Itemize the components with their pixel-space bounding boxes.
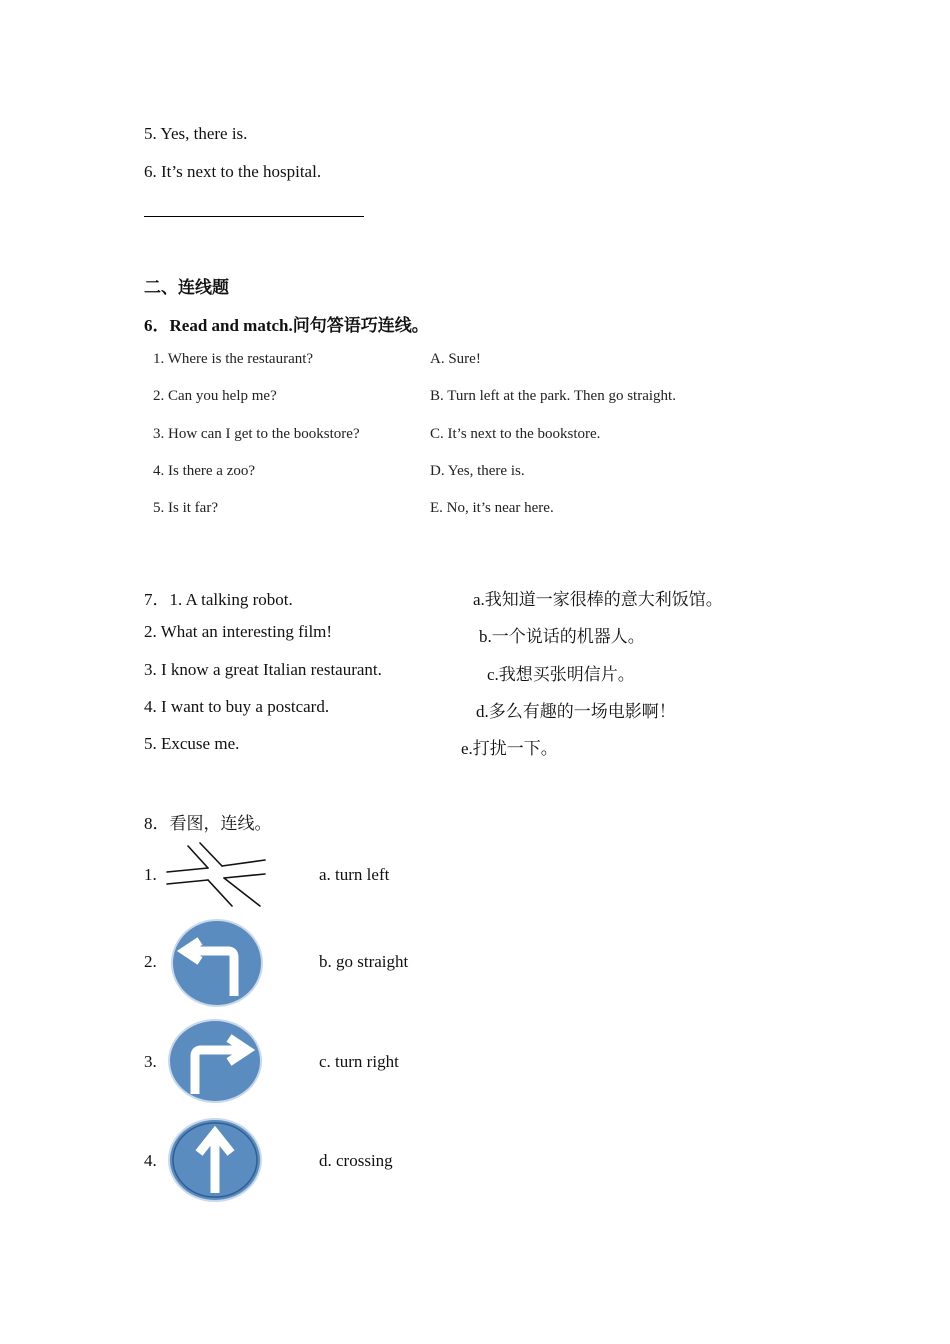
q7-right-e: e.打扰一下。 bbox=[461, 739, 558, 758]
q6-left-1: 1. Where is the restaurant? bbox=[153, 351, 314, 367]
q8-option-d: d. crossing bbox=[319, 1151, 393, 1170]
q7-left-2: 2. What an interesting film! bbox=[144, 622, 333, 641]
q7-left-4: 4. I want to buy a postcard. bbox=[144, 697, 330, 716]
q6-title bbox=[144, 311, 429, 336]
q7-left-5: 5. Excuse me. bbox=[144, 734, 240, 753]
q8-number-3: 3. bbox=[144, 1052, 157, 1071]
q6-left-3: 3. How can I get to the bookstore? bbox=[153, 426, 360, 442]
q7-right-a: a.我知道一家很棒的意大利饭馆。 bbox=[473, 590, 723, 609]
q8-option-b: b. go straight bbox=[319, 952, 409, 971]
answer-rule bbox=[144, 216, 364, 217]
q8-number-1: 1. bbox=[144, 865, 157, 884]
q6-right-c: C. It’s next to the bookstore. bbox=[430, 426, 601, 442]
q7-right-d: d.多么有趣的一场电影啊！ bbox=[476, 702, 676, 721]
q8-option-a: a. turn left bbox=[319, 865, 390, 884]
q6-number: 6． bbox=[144, 316, 170, 335]
q8-number-2: 2. bbox=[144, 952, 157, 971]
go-straight-sign-icon bbox=[167, 1117, 264, 1203]
turn-right-sign-icon bbox=[167, 1018, 264, 1104]
turn-left-sign-icon bbox=[170, 918, 264, 1008]
q8-number-4: 4. bbox=[144, 1151, 157, 1170]
q7-left-3: 3. I know a great Italian restaurant. bbox=[144, 660, 382, 679]
q7-right-b: b.一个说话的机器人。 bbox=[479, 627, 645, 646]
q6-left-5: 5. Is it far? bbox=[153, 500, 218, 516]
q6-title-en: Read and match. bbox=[169, 316, 293, 335]
q7-number: 7． bbox=[144, 590, 170, 609]
section-title: 二、连线题 bbox=[144, 278, 229, 297]
q6-right-b: B. Turn left at the park. Then go straight. bbox=[430, 388, 676, 404]
answer-line-5: 5. Yes, there is. bbox=[144, 124, 248, 143]
q8-title: 8．看图，连线。 bbox=[144, 814, 272, 833]
q6-right-d: D. Yes, there is. bbox=[430, 463, 525, 479]
q8-option-c: c. turn right bbox=[319, 1052, 399, 1071]
crossing-sign-icon bbox=[164, 840, 268, 910]
answer-line-6: 6. It’s next to the hospital. bbox=[144, 162, 322, 181]
q6-right-a: A. Sure! bbox=[430, 351, 481, 367]
q7-left-1-text: 1. A talking robot. bbox=[169, 590, 293, 609]
q7-left-1 bbox=[144, 585, 293, 610]
q7-right-c: c.我想买张明信片。 bbox=[487, 665, 635, 684]
q6-left-4: 4. Is there a zoo? bbox=[153, 463, 256, 479]
q6-left-2: 2. Can you help me? bbox=[153, 388, 277, 404]
q6-right-e: E. No, it’s near here. bbox=[430, 500, 554, 516]
q6-title-cn: 问句答语巧连线。 bbox=[292, 316, 429, 335]
